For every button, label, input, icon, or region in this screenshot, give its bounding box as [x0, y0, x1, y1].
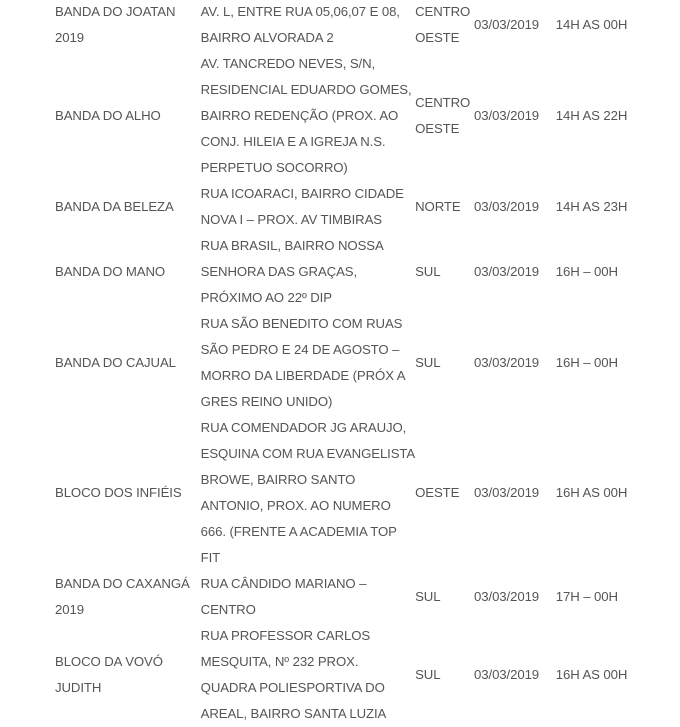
- block-name: BLOCO DA VOVÓ JUDITH: [55, 654, 163, 695]
- region-cell: [415, 0, 474, 51]
- region-cell: [415, 311, 474, 415]
- table-row: [55, 311, 675, 415]
- region: NORTE: [415, 199, 461, 214]
- address-line: QUADRA POLIESPORTIVA DO: [200, 680, 385, 695]
- region: OESTE: [415, 30, 460, 45]
- address-line: MESQUITA, Nº 232 PROX.: [200, 654, 359, 669]
- region-cell: [415, 623, 474, 727]
- date-cell: 03/03/2019: [474, 199, 540, 214]
- address-line: AV. TANCREDO NEVES, S/N,: [200, 56, 376, 71]
- block-name-cell: [55, 571, 201, 623]
- block-name: BANDA DO MANO: [55, 264, 166, 279]
- date-cell: 03/03/2019: [474, 485, 540, 500]
- address-line: SENHORA DAS GRAÇAS,: [200, 264, 358, 279]
- address-line: SÃO PEDRO E 24 DE AGOSTO –: [200, 342, 400, 357]
- address-line: PERPETUO SOCORRO): [200, 160, 348, 175]
- block-name: 2019: [55, 602, 84, 617]
- region-cell: [415, 571, 474, 623]
- block-name: BANDA DO ALHO: [55, 108, 161, 123]
- time-cell: 16H AS 00H: [555, 485, 628, 500]
- table-row: [55, 0, 675, 51]
- address-line: RUA ICOARACI, BAIRRO CIDADE: [200, 186, 404, 201]
- address-line: RUA COMENDADOR JG ARAUJO,: [200, 420, 407, 435]
- block-name: BANDA DA BELEZA: [55, 199, 174, 214]
- address-line: 666. (FRENTE A ACADEMIA TOP: [200, 524, 397, 539]
- address-line: PRÓXIMO AO 22º DIP: [200, 290, 332, 305]
- address-line: AV. L, ENTRE RUA 05,06,07 E 08,: [200, 4, 400, 19]
- region-cell: [415, 51, 474, 181]
- carnival-blocks-table: [55, 0, 675, 727]
- block-name-cell: [55, 233, 201, 311]
- region: SUL: [415, 355, 441, 370]
- time-cell: 16H – 00H: [555, 355, 618, 370]
- block-name-cell: [55, 415, 201, 571]
- region-cell: [415, 181, 474, 233]
- block-name: BLOCO DOS INFIÉIS: [55, 485, 182, 500]
- region: OESTE: [415, 485, 460, 500]
- address-line: CENTRO: [200, 602, 256, 617]
- block-name-cell: [55, 0, 201, 51]
- address-line: GRES REINO UNIDO): [200, 394, 333, 409]
- time-cell: 16H – 00H: [555, 264, 618, 279]
- address-line: NOVA I – PROX. AV TIMBIRAS: [200, 212, 383, 227]
- carnival-blocks-table-container: [55, 0, 675, 727]
- time-cell: 16H AS 00H: [555, 667, 628, 682]
- address-cell: [201, 311, 415, 415]
- block-name-cell: [55, 311, 201, 415]
- table-row: [55, 415, 675, 571]
- date-cell: 03/03/2019: [474, 108, 540, 123]
- address-cell: [201, 51, 415, 181]
- address-cell: [201, 181, 415, 233]
- time-cell: 14H AS 22H: [555, 108, 628, 123]
- table-body: [55, 0, 675, 727]
- region: SUL: [415, 264, 441, 279]
- date-cell: 03/03/2019: [474, 264, 540, 279]
- region-cell: [415, 415, 474, 571]
- address-cell: [201, 571, 415, 623]
- date-cell: 03/03/2019: [474, 589, 540, 604]
- address-line: RESIDENCIAL EDUARDO GOMES,: [200, 82, 412, 97]
- region: OESTE: [415, 121, 460, 136]
- date-cell: 03/03/2019: [474, 17, 540, 32]
- region: SUL: [415, 589, 441, 604]
- table-row: [55, 51, 675, 181]
- address-line: MORRO DA LIBERDADE (PRÓX A: [200, 368, 406, 383]
- block-name-cell: [55, 623, 201, 727]
- block-name-cell: [55, 181, 201, 233]
- date-cell: 03/03/2019: [474, 355, 540, 370]
- time-cell: 14H AS 00H: [555, 17, 628, 32]
- address-line: RUA SÃO BENEDITO COM RUAS: [200, 316, 403, 331]
- address-line: FIT: [200, 550, 221, 565]
- table-row: [55, 571, 675, 623]
- address-cell: [201, 623, 415, 727]
- block-name: BANDA DO JOATAN 2019: [55, 4, 176, 45]
- address-cell: [201, 0, 415, 51]
- region: CENTRO: [415, 95, 471, 110]
- address-line: ESQUINA COM RUA EVANGELISTA: [200, 446, 416, 461]
- table-row: [55, 233, 675, 311]
- address-line: BAIRRO REDENÇÃO (PROX. AO: [200, 108, 399, 123]
- address-cell: [201, 233, 415, 311]
- block-name-cell: [55, 51, 201, 181]
- time-cell: 14H AS 23H: [555, 199, 628, 214]
- region: CENTRO: [415, 4, 471, 19]
- address-line: BROWE, BAIRRO SANTO: [200, 472, 356, 487]
- region: SUL: [415, 667, 441, 682]
- address-line: RUA BRASIL, BAIRRO NOSSA: [200, 238, 384, 253]
- region-cell: [415, 233, 474, 311]
- address-line: BAIRRO ALVORADA 2: [200, 30, 334, 45]
- address-line: AREAL, BAIRRO SANTA LUZIA: [200, 706, 387, 721]
- table-row: [55, 181, 675, 233]
- date-cell: 03/03/2019: [474, 667, 540, 682]
- address-line: CONJ. HILEIA E A IGREJA N.S.: [200, 134, 386, 149]
- address-line: RUA CÂNDIDO MARIANO –: [200, 576, 367, 591]
- block-name: BANDA DO CAXANGÁ: [55, 576, 190, 591]
- address-line: RUA PROFESSOR CARLOS: [200, 628, 371, 643]
- time-cell: 17H – 00H: [555, 589, 618, 604]
- address-cell: [201, 415, 415, 571]
- table-row: [55, 623, 675, 727]
- block-name: BANDA DO CAJUAL: [55, 355, 176, 370]
- address-line: ANTONIO, PROX. AO NUMERO: [200, 498, 391, 513]
